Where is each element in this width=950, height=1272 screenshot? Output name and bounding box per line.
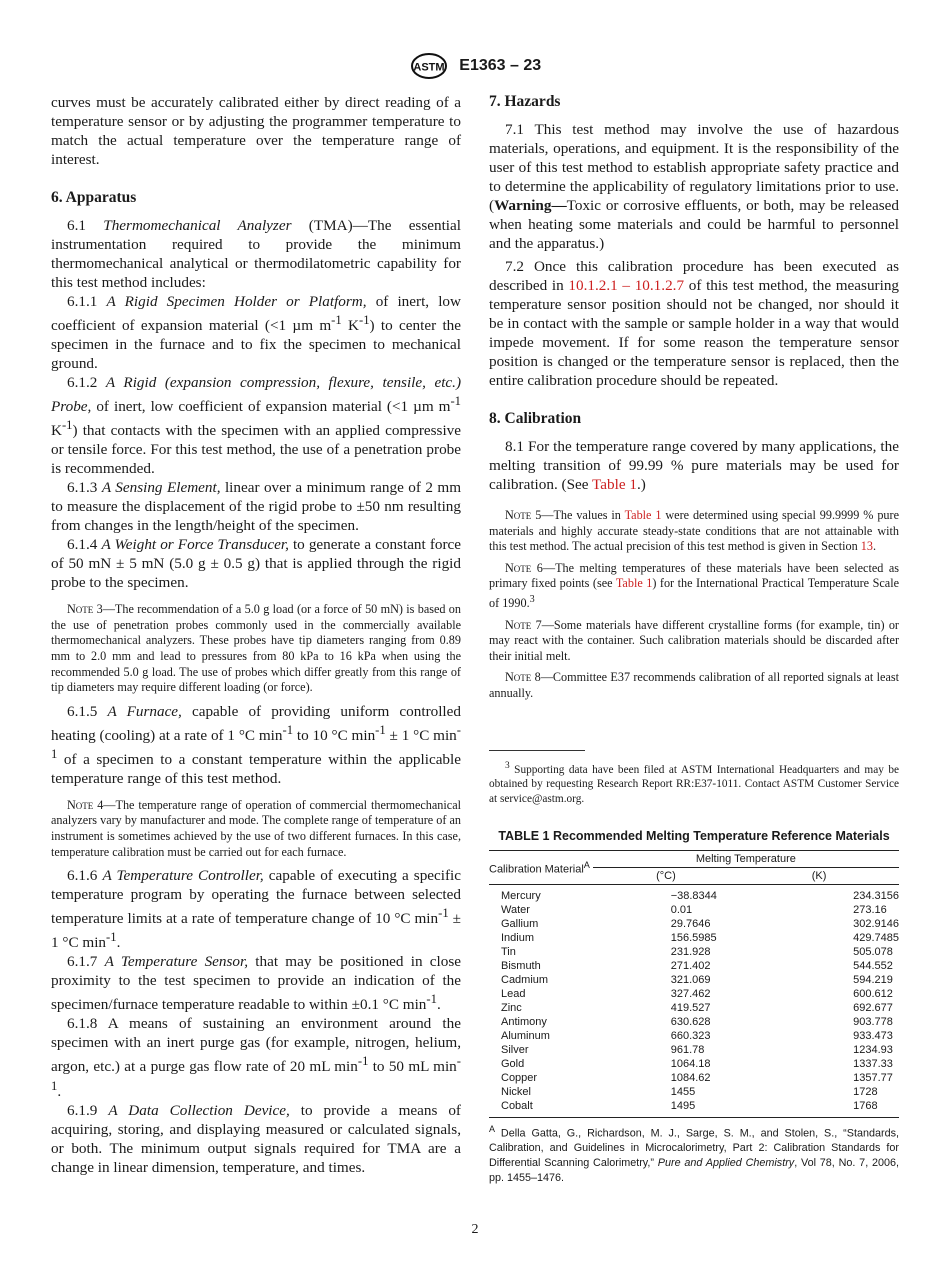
- paragraph-6-1-5: 6.1.5 A Furnace, capable of providing uniform controlled heating (cooling) at a rate of 1 °C $\min^{-1}$ to 10 °C $\min^{-1} \pm 1$ °C $\min^{-1}$ of a specimen to a constant temperature within the applicable temperature range of this test method.: [51, 702, 461, 787]
- section-link-10-1-2[interactable]: 10.1.2.1 – 10.1.2.7: [568, 277, 685, 294]
- table-1-link[interactable]: Table 1: [615, 576, 653, 591]
- table-1-link[interactable]: Table 1: [624, 508, 662, 522]
- celsius-cell: 327.462: [670, 987, 711, 1000]
- table-row: [489, 917, 899, 931]
- table-row: [489, 1085, 899, 1099]
- note-4: Note 4—The temperature range of operation of commercial thermomechanical analyzers vary by manufacturer and mode. The complete range of temperature of an instrument is sometimes achieved by the use of two different furnaces. In this case, temperature calibration must be carried out for each furnace.: [51, 797, 461, 859]
- footnote-3: $^3$ Supporting data have been filed at ASTM International Headquarters and may be obtained by requesting Research Report RR:E37-1011. Contact ASTM Customer Service at service@astm.org.: [489, 760, 899, 806]
- column-group-melting-temperature: Melting Temperature: [593, 851, 899, 868]
- material-cell: Bismuth: [501, 959, 541, 972]
- material-cell: Cobalt: [501, 1099, 533, 1112]
- svg-text:ASTM: ASTM: [413, 61, 445, 74]
- kelvin-cell: 903.778: [853, 1015, 893, 1028]
- note-3: Note 3—The recommendation of a 5.0 g load (or a force of 50 mN) is based on the use of penetration probes commonly used in the commercially available thermomechanical analyzers. These probes have tip diameters ranging from 0.89 mm to 2.0 mm and lead to pressures from 80 kPa to 16 kPa when using the recommended 5.0 g load. The use of probes which differ greatly from this range of tip diameters may require different loading (or force).: [51, 602, 461, 695]
- note-7: Note 7—Some materials have different crystalline forms (for example, tin) or may react with the container. Such calibration materials should be discarded after their initial melt.: [489, 617, 899, 663]
- table-row: [489, 1057, 899, 1071]
- note-5: Note 5—The values in Table 1 were determined using special 99.9999 % pure materials and highly accurate steady-state conditions that are not attainable with this test method. The actual precision of this test method is given in Section 13.: [489, 508, 899, 554]
- table-row: [489, 903, 899, 917]
- paragraph-6-1-7: 6.1.7 A Temperature Sensor, that may be positioned in close proximity to the test specimen to provide an indication of the specimen/furnace temperature readable to within ±0.1 °C $\min^{-1}$.: [51, 953, 461, 1014]
- document-designation: E1363 – 23: [459, 57, 542, 75]
- kelvin-cell: 933.473: [853, 1029, 893, 1042]
- page-number: 2: [471, 1222, 479, 1237]
- celsius-cell: 1455: [670, 1085, 696, 1098]
- table-bottom-rule: [489, 1117, 899, 1118]
- table-1-link[interactable]: Table 1: [592, 476, 637, 493]
- astm-logo-icon: [409, 52, 449, 80]
- celsius-cell: 961.78: [670, 1043, 705, 1056]
- kelvin-cell: 429.7485: [853, 931, 899, 944]
- paragraph-6-1-6: 6.1.6 A Temperature Controller, capable of executing a specific temperature program by operating the furnace between selected temperature limits at a rate of temperature change of 10 °C $\min^{-1} \pm 1$ °C $\min^{-1}$.: [51, 867, 462, 952]
- material-cell: Mercury: [501, 889, 541, 902]
- material-cell: Indium: [501, 931, 535, 944]
- section-7-title: 7. Hazards: [489, 93, 561, 110]
- table-row: [489, 931, 899, 945]
- section-13-link[interactable]: 13: [860, 539, 873, 554]
- celsius-cell: 29.7646: [670, 917, 711, 930]
- paragraph-6-1-8: 6.1.8 A means of sustaining an environment around the specimen with an inert purge gas (for example, nitrogen, helium, argon, etc.) at a purge gas flow rate of 20 mL $\min^{-1}$ to 50 mL $\min^{-1}$.: [51, 1015, 461, 1100]
- column-header-kelvin: (K): [811, 870, 827, 883]
- kelvin-cell: 505.078: [853, 945, 893, 958]
- table-row: [489, 1029, 899, 1043]
- section-8-title: 8. Calibration: [489, 410, 582, 427]
- material-cell: Tin: [501, 945, 516, 958]
- melting-temperature-table: [489, 850, 899, 1113]
- table-row: [489, 973, 899, 987]
- table-row: [489, 885, 899, 903]
- paragraph-6-1: 6.1 Thermomechanical Analyzer (TMA)—The essential instrumentation required to provide the minimum thermomechanical analytical or thermodilatometric capability for this test method includes:: [51, 217, 461, 291]
- paragraph-6-1-1: 6.1.1 A Rigid Specimen Holder or Platform, of inert, low coefficient of expansion material (<1 µm $m^{-1}$ $K^{-1}$) to center the specimen in the furnace and to fix the specimen to mechanical ground.: [51, 293, 462, 373]
- table-row: [489, 1043, 899, 1057]
- table-row: [489, 1099, 899, 1113]
- celsius-cell: 1084.62: [670, 1071, 711, 1084]
- column-header-material: Calibration Material$^A$: [489, 860, 590, 876]
- celsius-cell: 0.01: [670, 903, 693, 916]
- material-cell: Gold: [501, 1057, 525, 1070]
- kelvin-cell: 1337.33: [853, 1057, 893, 1070]
- table-footnote: $^A$ Della Gatta, G., Richardson, M. J., Sarge, S. M., and Stolen, S., “Standards, Calibration, and Guidelines in Microcalorimetry, Part 2: Calibration Standards for Differential Scanning Calorimetry,” Pure and Applied Chemistry, Vol 78, No. 7, 2006, pp. 1455–1476.: [489, 1123, 900, 1185]
- kelvin-cell: 234.3156: [853, 889, 899, 902]
- material-cell: Lead: [501, 987, 526, 1000]
- celsius-cell: 1495: [670, 1099, 696, 1112]
- kelvin-cell: 273.16: [853, 903, 887, 916]
- paragraph-6-1-3: 6.1.3 A Sensing Element, linear over a minimum range of 2 mm to measure the displacement of the rigid probe to ±50 nm resulting from changes in the length/height of the specimen.: [51, 479, 462, 535]
- intro-paragraph: curves must be accurately calibrated either by direct reading of a temperature sensor or by adjusting the programmer temperature to match the actual temperature over the temperature range of interest.: [51, 94, 461, 168]
- material-cell: Copper: [501, 1071, 538, 1084]
- paragraph-6-1-2: 6.1.2 A Rigid (expansion compression, flexure, tensile, etc.) Probe, of inert, low coefficient of expansion material (<1 µm $m^{-1}$ $K^{-1}$) that contacts with the specimen with an applied compressive or tensile force. For this test method, the use of a penetration probe is recommended.: [51, 374, 462, 478]
- kelvin-cell: 1357.77: [853, 1071, 893, 1084]
- kelvin-cell: 544.552: [853, 959, 893, 972]
- note-6: Note 6—The melting temperatures of these materials have been selected as primary fixed points (see Table 1) for the International Practical Temperature Scale of 1990.$^3$: [489, 560, 899, 611]
- kelvin-cell: 600.612: [853, 987, 893, 1000]
- right-column: [489, 93, 899, 1186]
- material-cell: Gallium: [501, 917, 539, 930]
- note-8: Note 8—Committee E37 recommends calibration of all reported signals at least annually.: [489, 670, 899, 700]
- celsius-cell: 419.527: [670, 1001, 711, 1014]
- paragraph-7-2: 7.2 Once this calibration procedure has been executed as described in 10.1.2.1 – 10.1.2.7 of this test method, the measuring temperature sensor position should not be changed, nor should it be in contact with the sample or sample holder in a way that would impede movement. If for some reason the temperature sensor position is changed or the temperature sensor is replaced, then the entire calibration procedure should be repeated.: [489, 258, 900, 389]
- table-row: [489, 1015, 899, 1029]
- celsius-cell: 1064.18: [670, 1057, 711, 1070]
- left-column: [51, 93, 461, 1177]
- table-row: [489, 959, 899, 973]
- paragraph-6-1-9: 6.1.9 A Data Collection Device, to provide a means of acquiring, storing, and displaying measured or calculated signals, or both. The minimum output signals required for TMA are a change in linear dimension, temperature, and times.: [51, 1101, 461, 1176]
- table-row: [489, 987, 899, 1001]
- paragraph-7-1: 7.1 This test method may involve the use of hazardous materials, operations, and equipment. It is the responsibility of the user of this test method to establish appropriate safety practice and to determine the applicability of regulatory limitations prior to use. (Warning—Toxic or corrosive effluents, or both, may be released when heating some materials and could be harmful to personnel and the apparatus.): [489, 121, 899, 252]
- paragraph-8-1: 8.1 For the temperature range covered by many applications, the melting transition of 99.99 % pure materials may be used for calibration. (See Table 1.): [489, 438, 899, 493]
- material-cell: Nickel: [501, 1085, 531, 1098]
- table-row: [489, 1001, 899, 1015]
- kelvin-cell: 302.9146: [853, 917, 899, 930]
- celsius-cell: 630.628: [670, 1015, 711, 1028]
- table-row: [489, 1071, 899, 1085]
- footnote-divider: [489, 750, 585, 751]
- kelvin-cell: 1234.93: [853, 1043, 893, 1056]
- table-1-title: TABLE 1 Recommended Melting Temperature Reference Materials: [498, 829, 890, 844]
- celsius-cell: −38.8344: [670, 889, 717, 902]
- celsius-cell: 660.323: [670, 1029, 711, 1042]
- celsius-cell: 321.069: [670, 973, 711, 986]
- material-cell: Cadmium: [501, 973, 549, 986]
- celsius-cell: 156.5985: [670, 931, 717, 944]
- material-cell: Water: [501, 903, 530, 916]
- page-header: [0, 52, 950, 80]
- section-6-title: 6. Apparatus: [51, 189, 137, 206]
- material-cell: Antimony: [501, 1015, 547, 1028]
- material-cell: Silver: [501, 1043, 529, 1056]
- kelvin-cell: 594.219: [853, 973, 893, 986]
- table-row: [489, 945, 899, 959]
- kelvin-cell: 1768: [853, 1099, 878, 1112]
- celsius-cell: 231.928: [670, 945, 711, 958]
- material-cell: Zinc: [501, 1001, 522, 1014]
- paragraph-6-1-4: 6.1.4 A Weight or Force Transducer, to generate a constant force of 50 mN ± 5 mN (5.0 g ± 0.5 g) that is applied through the rigid probe to the specimen.: [51, 536, 462, 592]
- column-header-celsius: (°C): [656, 870, 676, 883]
- kelvin-cell: 692.677: [853, 1001, 893, 1014]
- kelvin-cell: 1728: [853, 1085, 878, 1098]
- material-cell: Aluminum: [501, 1029, 550, 1042]
- celsius-cell: 271.402: [670, 959, 711, 972]
